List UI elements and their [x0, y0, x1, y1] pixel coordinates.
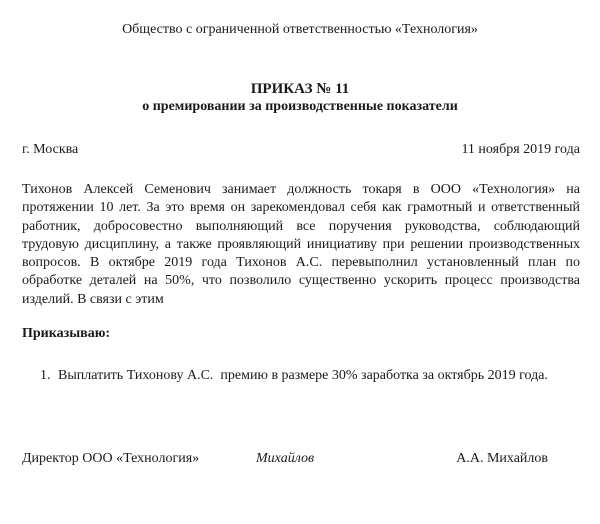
body-line: трудовую дисциплину, а также проявляющий инициативу при решении производственных [22, 236, 580, 252]
body-line: Тихонов Алексей Семенович занимает должность токаря в ООО «Технология» на [22, 182, 580, 197]
body-line: обработке деталей на 50%, что позволило существенно ускорить процесс производства [22, 273, 580, 289]
document-date: 11 ноября 2019 года [461, 142, 580, 157]
body-line: работник, добросовестно выполняющий все поручения руководства, соблюдающий [22, 218, 580, 234]
document-subtitle: о премировании за производственные показатели [142, 99, 458, 114]
document-title: ПРИКАЗ № 11 [250, 81, 350, 97]
directive-item-number: 1. [40, 368, 51, 383]
directive-item [40, 368, 548, 384]
document-city: г. Москва [22, 142, 79, 157]
body-line: протяжении 10 лет. За это время он зарекомендовал себя как грамотный и ответственный [22, 200, 580, 216]
signature-name: А.А. Михайлов [456, 451, 548, 466]
handwritten-signature: Михайлов [256, 451, 315, 466]
directive-item-text: Выплатить Тихонову А.С. премию в размере 30% заработка за октябрь 2019 года. [58, 368, 548, 383]
signature-role: Директор ООО «Технология» [22, 451, 200, 466]
directive-heading: Приказываю: [22, 326, 111, 341]
organization-name: Общество с ограниченной ответственностью «Технология» [122, 22, 478, 37]
body-paragraph [22, 181, 580, 309]
body-line: изделий. В связи с этим [22, 291, 164, 307]
body-line: вопросов. В октябре 2019 года Тихонов А.С. перевыполнил установленный план по [22, 255, 580, 271]
